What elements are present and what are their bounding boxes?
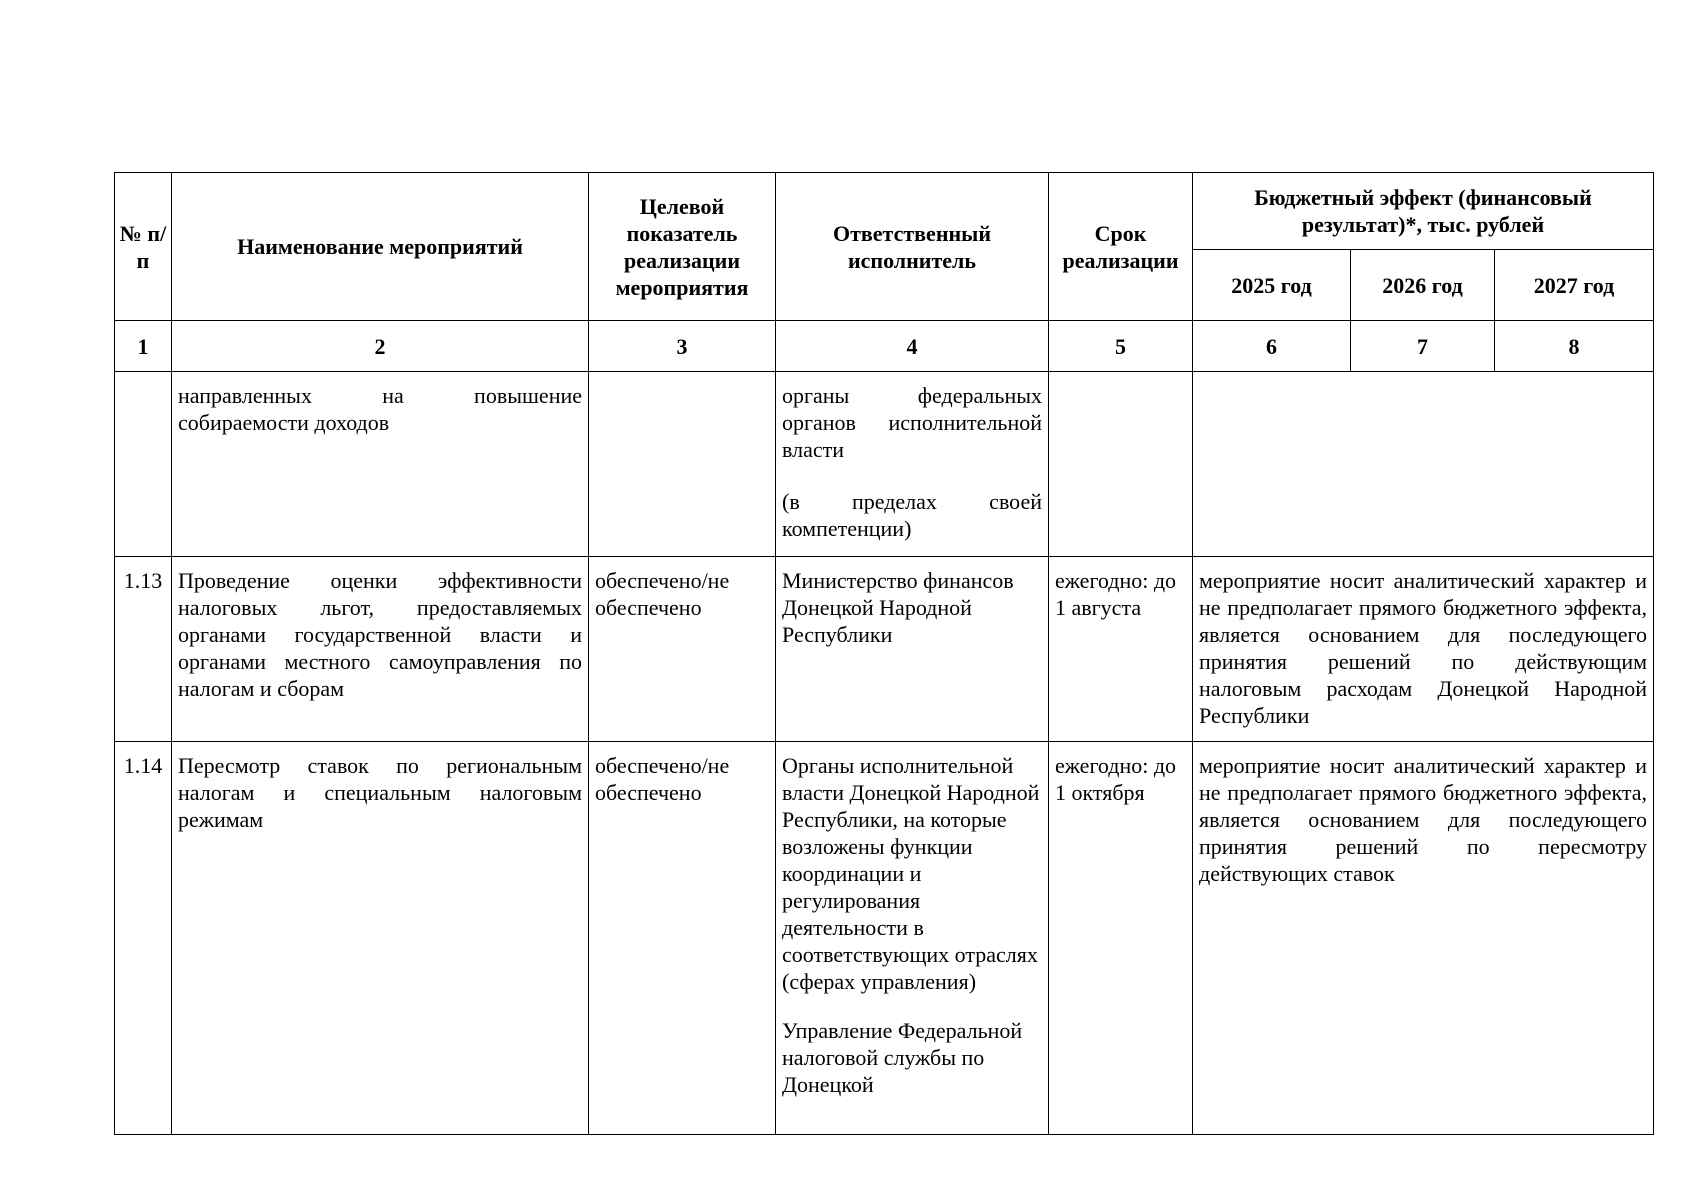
row-responsible	[776, 557, 1049, 742]
row-name: Проведение оценки эффективности налоговых льгот, предоставляемых органами государственной власти и органами местного самоуправления по налогам и сборам	[172, 557, 589, 742]
row-term	[1049, 372, 1193, 557]
column-number: 7	[1351, 321, 1495, 372]
table-row	[115, 372, 1654, 557]
column-number: 1	[115, 321, 172, 372]
column-number: 6	[1193, 321, 1351, 372]
header-year-2027: 2027 год	[1495, 250, 1654, 321]
row-target	[589, 372, 776, 557]
row-responsible	[776, 742, 1049, 1135]
column-number: 5	[1049, 321, 1193, 372]
row-effect: мероприятие носит аналитический характер и не предполагает прямого бюджетного эффекта, является основанием для последующего принятия решений по действующим налоговым расходам Донецкой Народной Республики	[1193, 557, 1654, 742]
header-year-2026: 2026 год	[1351, 250, 1495, 321]
header-responsible: Ответственный исполнитель	[776, 173, 1049, 321]
row-term: ежегодно: до 1 октября	[1049, 742, 1193, 1135]
row-responsible	[776, 372, 1049, 557]
header-term: Срок реализации	[1049, 173, 1193, 321]
header-name: Наименование мероприятий	[172, 173, 589, 321]
measures-table	[114, 172, 1654, 1135]
table-row	[115, 557, 1654, 742]
row-number: 1.14	[115, 742, 172, 1135]
column-numbers-row	[115, 321, 1654, 372]
row-name: направленных на повышение собираемости доходов	[172, 372, 589, 557]
row-term: ежегодно: до 1 августа	[1049, 557, 1193, 742]
row-effect	[1193, 372, 1654, 557]
responsible-paragraph: (в пределах своей компетенции)	[782, 489, 1042, 541]
row-effect: мероприятие носит аналитический характер и не предполагает прямого бюджетного эффекта, является основанием для последующего принятия решений по пересмотру действующих ставок	[1193, 742, 1654, 1135]
row-name: Пересмотр ставок по региональным налогам и специальным налоговым режимам	[172, 742, 589, 1135]
header-year-2025: 2025 год	[1193, 250, 1351, 321]
row-target: обеспечено/не обеспечено	[589, 557, 776, 742]
header-row	[115, 173, 1654, 250]
table-row	[115, 742, 1654, 1135]
column-number: 3	[589, 321, 776, 372]
responsible-paragraph: Управление Федеральной налоговой службы по Донецкой	[782, 1018, 1023, 1097]
responsible-paragraph: Органы исполнительной власти Донецкой Народной Республики, на которые возложены функции координации и регулирования деятельности в соответствующих отраслях (сферах управления)	[782, 753, 1040, 994]
header-num: № п/п	[115, 173, 172, 321]
header-effect: Бюджетный эффект (финансовый результат)*, тыс. рублей	[1193, 173, 1654, 250]
row-target: обеспечено/не обеспечено	[589, 742, 776, 1135]
responsible-paragraph: Министерство финансов Донецкой Народной Республики	[782, 568, 1014, 647]
responsible-paragraph: органы федеральных органов исполнительной власти	[782, 383, 1042, 462]
column-number: 2	[172, 321, 589, 372]
column-number: 4	[776, 321, 1049, 372]
row-number	[115, 372, 172, 557]
column-number: 8	[1495, 321, 1654, 372]
header-target: Целевой показатель реализации мероприятия	[589, 173, 776, 321]
row-number: 1.13	[115, 557, 172, 742]
